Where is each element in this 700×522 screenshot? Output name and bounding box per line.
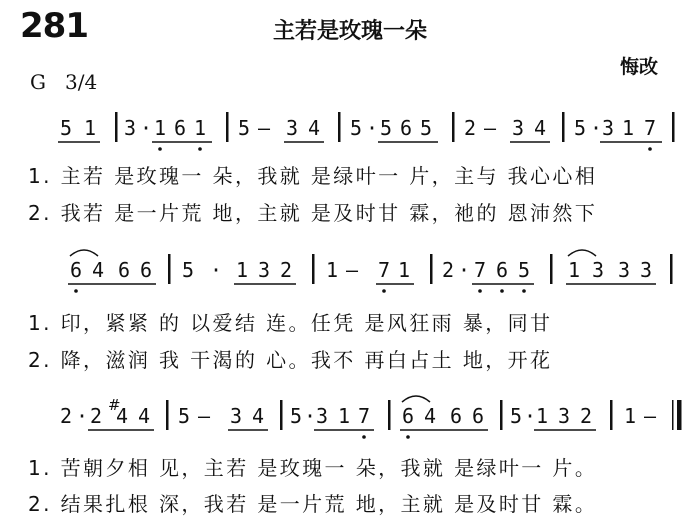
svg-text:·: · bbox=[304, 404, 317, 428]
hymn-title: 主若是玫瑰一朵 bbox=[272, 19, 427, 44]
svg-text:7: 7 bbox=[378, 258, 391, 282]
svg-text:3: 3 bbox=[316, 404, 329, 428]
svg-text:2: 2 bbox=[60, 404, 73, 428]
hymn-credit: 悔改 bbox=[620, 56, 659, 78]
svg-text:3: 3 bbox=[618, 258, 631, 282]
svg-text:—: — bbox=[258, 116, 271, 140]
svg-text:6: 6 bbox=[496, 258, 509, 282]
svg-text:4: 4 bbox=[92, 258, 105, 282]
svg-text:1: 1 bbox=[624, 404, 637, 428]
svg-text:2: 2 bbox=[442, 258, 455, 282]
svg-text:5: 5 bbox=[290, 404, 303, 428]
svg-text:5: 5 bbox=[510, 404, 523, 428]
svg-text:#: # bbox=[108, 396, 121, 414]
svg-text:2: 2 bbox=[464, 116, 477, 140]
svg-text:5: 5 bbox=[574, 116, 587, 140]
svg-text:1: 1 bbox=[326, 258, 339, 282]
svg-text:1: 1 bbox=[622, 116, 635, 140]
svg-text:5: 5 bbox=[420, 116, 433, 140]
svg-text:3: 3 bbox=[286, 116, 299, 140]
lyric-line-1-verse-2: 2. 我若 是一片荒 地，主就 是及时甘 霖，祂的 恩沛然下 bbox=[28, 201, 598, 225]
hymn-number: 281 bbox=[20, 6, 88, 46]
svg-text:7: 7 bbox=[474, 258, 487, 282]
svg-text:1: 1 bbox=[398, 258, 411, 282]
svg-text:4: 4 bbox=[308, 116, 321, 140]
svg-text:·: · bbox=[458, 258, 471, 282]
notation-staff-2 bbox=[0, 244, 700, 300]
svg-text:6: 6 bbox=[402, 404, 415, 428]
svg-text:2: 2 bbox=[90, 404, 103, 428]
svg-text:2: 2 bbox=[580, 404, 593, 428]
svg-text:3: 3 bbox=[640, 258, 653, 282]
notation-line-1 bbox=[0, 102, 700, 158]
svg-text:5: 5 bbox=[60, 116, 73, 140]
svg-text:·: · bbox=[140, 116, 153, 140]
svg-text:1: 1 bbox=[84, 116, 97, 140]
svg-text:5: 5 bbox=[350, 116, 363, 140]
svg-text:6: 6 bbox=[174, 116, 187, 140]
svg-text:5: 5 bbox=[182, 258, 195, 282]
svg-text:6: 6 bbox=[118, 258, 131, 282]
svg-text:7: 7 bbox=[358, 404, 371, 428]
svg-text:5: 5 bbox=[238, 116, 251, 140]
lyric-line-3-verse-2: 2. 结果扎根 深，我若 是一片荒 地，主就 是及时甘 霖。 bbox=[28, 492, 598, 516]
svg-text:1: 1 bbox=[338, 404, 351, 428]
svg-text:3: 3 bbox=[124, 116, 137, 140]
svg-text:·: · bbox=[76, 404, 89, 428]
svg-text:1: 1 bbox=[154, 116, 167, 140]
svg-text:1: 1 bbox=[194, 116, 207, 140]
notation-staff-3 bbox=[0, 390, 700, 446]
svg-text:6: 6 bbox=[450, 404, 463, 428]
svg-text:3: 3 bbox=[558, 404, 571, 428]
svg-text:4: 4 bbox=[424, 404, 437, 428]
svg-text:4: 4 bbox=[252, 404, 265, 428]
svg-text:6: 6 bbox=[472, 404, 485, 428]
svg-text:3: 3 bbox=[602, 116, 615, 140]
svg-text:3: 3 bbox=[512, 116, 525, 140]
notation-line-3 bbox=[0, 390, 700, 446]
key-time-signature: G 3/4 bbox=[30, 70, 98, 94]
svg-text:5: 5 bbox=[518, 258, 531, 282]
svg-text:—: — bbox=[644, 404, 657, 428]
svg-text:4: 4 bbox=[116, 404, 129, 428]
svg-text:5: 5 bbox=[178, 404, 191, 428]
svg-text:1: 1 bbox=[536, 404, 549, 428]
svg-text:3: 3 bbox=[258, 258, 271, 282]
svg-text:—: — bbox=[346, 258, 359, 282]
lyric-line-3-verse-1: 1. 苦朝夕相 见，主若 是玫瑰一 朵，我就 是绿叶一 片。 bbox=[28, 456, 598, 480]
svg-text:5: 5 bbox=[380, 116, 393, 140]
svg-text:·: · bbox=[590, 116, 603, 140]
svg-text:·: · bbox=[366, 116, 379, 140]
svg-text:3: 3 bbox=[592, 258, 605, 282]
svg-text:3: 3 bbox=[230, 404, 243, 428]
svg-text:4: 4 bbox=[138, 404, 151, 428]
svg-text:—: — bbox=[198, 404, 211, 428]
svg-text:·: · bbox=[524, 404, 537, 428]
svg-text:2: 2 bbox=[280, 258, 293, 282]
svg-text:—: — bbox=[484, 116, 497, 140]
svg-text:1: 1 bbox=[236, 258, 249, 282]
svg-text:·: · bbox=[210, 258, 223, 282]
notation-staff-1 bbox=[0, 102, 700, 158]
svg-text:7: 7 bbox=[644, 116, 657, 140]
svg-text:4: 4 bbox=[534, 116, 547, 140]
svg-text:6: 6 bbox=[140, 258, 153, 282]
svg-text:6: 6 bbox=[400, 116, 413, 140]
lyric-line-1-verse-1: 1. 主若 是玫瑰一 朵，我就 是绿叶一 片，主与 我心心相 bbox=[28, 164, 598, 188]
lyric-line-2-verse-1: 1. 印，紧紧 的 以爱结 连。任凭 是风狂雨 暴，同甘 bbox=[28, 311, 553, 335]
notation-line-2 bbox=[0, 244, 700, 300]
lyric-line-2-verse-2: 2. 降，滋润 我 干渴的 心。我不 再白占土 地，开花 bbox=[28, 348, 553, 372]
svg-text:1: 1 bbox=[568, 258, 581, 282]
svg-text:6: 6 bbox=[70, 258, 83, 282]
